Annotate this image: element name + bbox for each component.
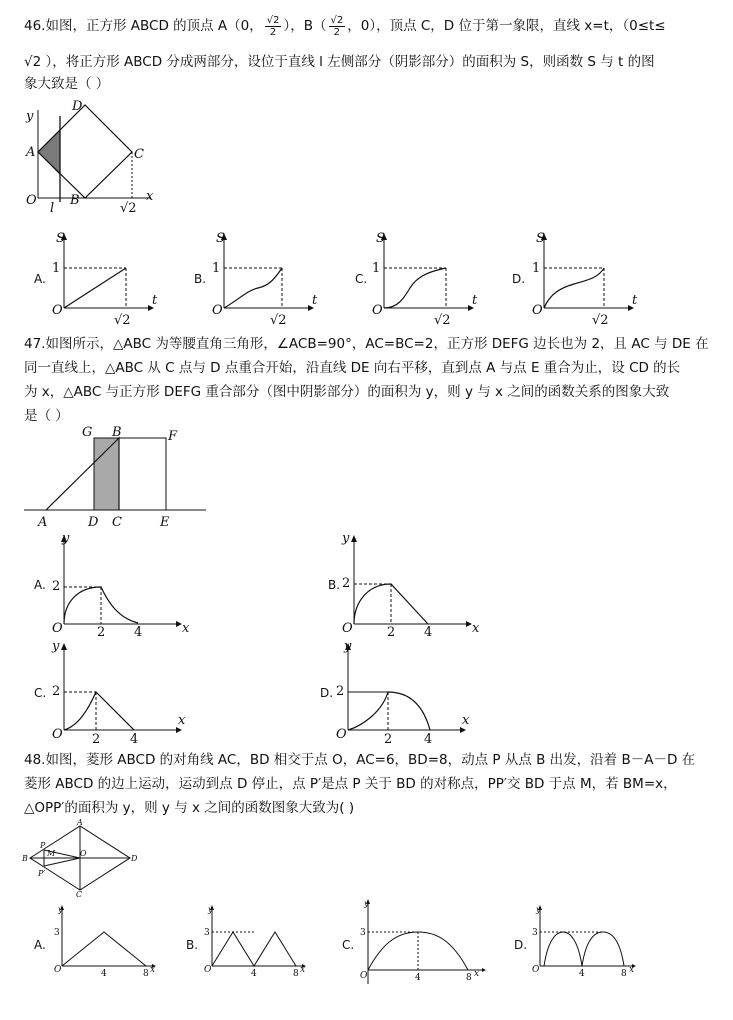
q46-fig-y: y (26, 109, 34, 124)
tick-x8: 8 (466, 973, 472, 983)
q46-fig-x: x (146, 189, 154, 204)
tick-x4: 4 (424, 732, 433, 747)
q46-text-b: ），B（ (283, 18, 327, 34)
tick-y2: 2 (52, 684, 61, 699)
q48-fig-O: O (80, 849, 87, 858)
q46-a-curve (64, 268, 126, 308)
q48-rhombus-figure (20, 818, 140, 898)
q48-line-2: 菱形 ABCD 的边上运动，运动到点 D 停止，点 P′是点 P 关于 BD 的对称点，PP′交 BD 于点 M，若 BM=x， (24, 776, 677, 792)
origin-O: O (532, 303, 543, 318)
tick-x4: 4 (415, 973, 421, 983)
tick-x4: 4 (251, 969, 257, 979)
q48-option-c-label[interactable]: C. (342, 938, 355, 952)
tick-x8: 8 (621, 969, 627, 979)
origin-O: O (54, 965, 62, 975)
q47-fig-D: D (88, 515, 99, 530)
q48-line-3: △OPP′的面积为 y，则 y 与 x 之间的函数图象大致为( ) (24, 800, 355, 816)
tick-x8: 8 (143, 969, 149, 979)
q48-option-d-label[interactable]: D. (514, 938, 528, 952)
tick-x8: 8 (293, 969, 299, 979)
origin-O: O (532, 965, 540, 975)
q47-option-c-graph[interactable] (48, 640, 218, 750)
q46-fig-B: B (70, 193, 80, 208)
q47-fig-C: C (112, 515, 122, 530)
q47-option-b-graph[interactable] (338, 532, 508, 642)
frac-den: 2 (333, 26, 341, 38)
q46-option-b-graph[interactable] (208, 228, 338, 328)
q48-fig-B: B (22, 854, 28, 863)
q48-option-b-label[interactable]: B. (186, 938, 199, 952)
q46-b-curve (224, 268, 282, 308)
axis-y: y (342, 531, 350, 546)
q47-line-2: 同一直线上，△ABC 从 C 点与 D 点重合开始，沿直线 DE 向右平移，直到点 A 与点 E 重合为止，设 CD 的长 (24, 360, 681, 376)
axis-x: x (474, 969, 480, 979)
q46-fig-O: O (26, 193, 37, 208)
q47-option-d-graph[interactable] (332, 640, 502, 750)
origin-O: O (360, 971, 368, 981)
q46-fig-l: l (50, 201, 55, 216)
tick-x4: 4 (579, 969, 585, 979)
q47-c-curve (64, 692, 134, 730)
frac-num: √2 (266, 14, 280, 26)
q48-fig-M: M (47, 849, 56, 858)
q47-option-d-label[interactable]: D. (320, 686, 334, 700)
origin-O: O (52, 727, 63, 742)
q48-fig-P-prime: P′ (38, 869, 46, 878)
origin-O: O (52, 621, 63, 636)
q48-fig-P: P (40, 841, 46, 850)
q47-d-curve (348, 692, 430, 730)
q47-line-1: 47.如图所示，△ABC 为等腰直角三角形，∠ACB=90°，AC=BC=2，正方形 DEFG 边长也为 2，且 AC 与 DE 在 (24, 336, 709, 352)
tick-x2: 2 (92, 732, 101, 747)
tick-sqrt2: √2 (434, 313, 451, 328)
tick-y2: 2 (342, 576, 351, 591)
tick-y3: 3 (532, 928, 538, 938)
tick-x4: 4 (101, 969, 107, 979)
tick-1: 1 (532, 261, 541, 276)
q46-line-1 (24, 14, 714, 39)
q48-fig-A: A (77, 818, 83, 827)
q46-text-a: 46.如图，正方形 ABCD 的顶点 A（0， (24, 18, 263, 34)
origin-O: O (372, 303, 383, 318)
q47-fig-A: A (38, 515, 48, 530)
tick-y2: 2 (52, 579, 61, 594)
axis-y: y (536, 905, 541, 914)
axis-t: t (312, 293, 318, 308)
tick-sqrt2: √2 (114, 313, 131, 328)
q46-square-figure (20, 98, 160, 218)
axis-y: y (208, 905, 213, 914)
tick-x2: 2 (384, 732, 393, 747)
axis-S: S (376, 231, 385, 246)
q46-option-a-graph[interactable] (48, 228, 178, 328)
tick-x4: 4 (134, 625, 143, 640)
tick-x4: 4 (130, 732, 139, 747)
tick-sqrt2: √2 (270, 313, 287, 328)
q46-option-d-graph[interactable] (528, 228, 658, 328)
axis-x: x (182, 621, 190, 636)
tick-x2: 2 (97, 625, 106, 640)
axis-y: y (52, 639, 60, 654)
q46-shaded-region (38, 130, 60, 174)
axis-y: y (364, 899, 369, 908)
q46-option-a-label[interactable]: A. (34, 272, 46, 286)
axis-y: y (58, 905, 63, 914)
axis-x: x (150, 965, 156, 975)
q48-option-d-graph[interactable] (528, 902, 658, 982)
axis-x: x (178, 713, 186, 728)
axis-y: y (62, 531, 70, 546)
q48-line-1: 48.如图，菱形 ABCD 的对角线 AC，BD 相交于点 O，AC=6，BD=8，动点 P 从点 B 出发，沿着 B－A－D 在 (24, 752, 696, 768)
q47-shaded-region (94, 438, 119, 510)
axis-t: t (152, 293, 158, 308)
axis-S: S (536, 231, 545, 246)
q46-option-d-label[interactable]: D. (512, 272, 526, 286)
q47-fig-G: G (82, 425, 93, 440)
axis-x: x (472, 621, 480, 636)
q48-b-curve (212, 932, 296, 966)
q48-fig-C: C (76, 890, 83, 899)
frac-den: 2 (269, 26, 277, 38)
tick-1: 1 (52, 261, 61, 276)
q47-line-3: 为 x，△ABC 与正方形 DEFG 重合部分（图中阴影部分）的面积为 y，则 y 与 x 之间的函数关系的图象大致 (24, 384, 670, 400)
origin-O: O (204, 965, 212, 975)
q48-a-curve (62, 932, 146, 966)
axis-S: S (216, 231, 225, 246)
q48-option-b-graph[interactable] (200, 902, 330, 982)
q46-option-b-label[interactable]: B. (194, 272, 207, 286)
q47-option-b-label[interactable]: B. (328, 578, 341, 592)
tick-1: 1 (372, 261, 381, 276)
origin-O: O (342, 621, 353, 636)
frac-num: √2 (330, 14, 344, 26)
q46-fig-C: C (134, 147, 144, 162)
q47-option-a-graph[interactable] (48, 532, 218, 642)
axis-x: x (300, 965, 306, 975)
tick-sqrt2: √2 (592, 313, 609, 328)
q46-fig-A: A (26, 145, 36, 160)
q48-option-a-label[interactable]: A. (34, 938, 46, 952)
q46-fig-D: D (72, 99, 83, 114)
origin-O: O (52, 303, 63, 318)
q46-fig-sqrt2: √2 (120, 201, 137, 216)
q47-fig-B: B (112, 425, 122, 440)
q46-c-curve (384, 268, 446, 308)
q46-fraction-b (329, 15, 346, 38)
tick-x2: 2 (387, 625, 396, 640)
q47-line-4: 是（ ） (24, 408, 69, 424)
axis-t: t (632, 293, 638, 308)
q48-fig-D: D (131, 854, 138, 863)
q47-option-a-label[interactable]: A. (34, 578, 46, 592)
tick-1: 1 (212, 261, 221, 276)
tick-x4: 4 (424, 625, 433, 640)
axis-y: y (344, 639, 352, 654)
q46-line-3: 象大致是（ ） (24, 76, 110, 92)
axis-x: x (462, 713, 470, 728)
origin-O: O (336, 727, 347, 742)
q46-option-c-graph[interactable] (368, 228, 498, 328)
q48-d-curve (544, 932, 624, 966)
q46-line-2: √2 ），将正方形 ABCD 分成两部分，设位于直线 l 左侧部分（阴影部分）的面积为 S，则函数 S 与 t 的图 (24, 54, 655, 70)
axis-S: S (56, 231, 65, 246)
q47-figure (20, 422, 210, 532)
tick-y3: 3 (54, 928, 60, 938)
q46-option-c-label[interactable]: C. (355, 272, 368, 286)
axis-t: t (472, 293, 478, 308)
q48-option-a-graph[interactable] (50, 902, 180, 982)
q47-fig-F: F (168, 429, 178, 444)
q46-fraction-a (265, 15, 282, 38)
axis-x: x (629, 965, 635, 975)
q47-option-c-label[interactable]: C. (34, 686, 47, 700)
q48-option-c-graph[interactable] (356, 896, 496, 996)
tick-y2: 2 (336, 684, 345, 699)
q46-d-curve (544, 268, 604, 308)
origin-O: O (212, 303, 223, 318)
tick-y3: 3 (360, 928, 366, 938)
q47-fig-E: E (160, 515, 170, 530)
q46-text-c: ，0），顶点 C，D 位于第一象限，直线 x=t，（0≤t≤ (347, 18, 666, 34)
tick-y3: 3 (204, 928, 210, 938)
